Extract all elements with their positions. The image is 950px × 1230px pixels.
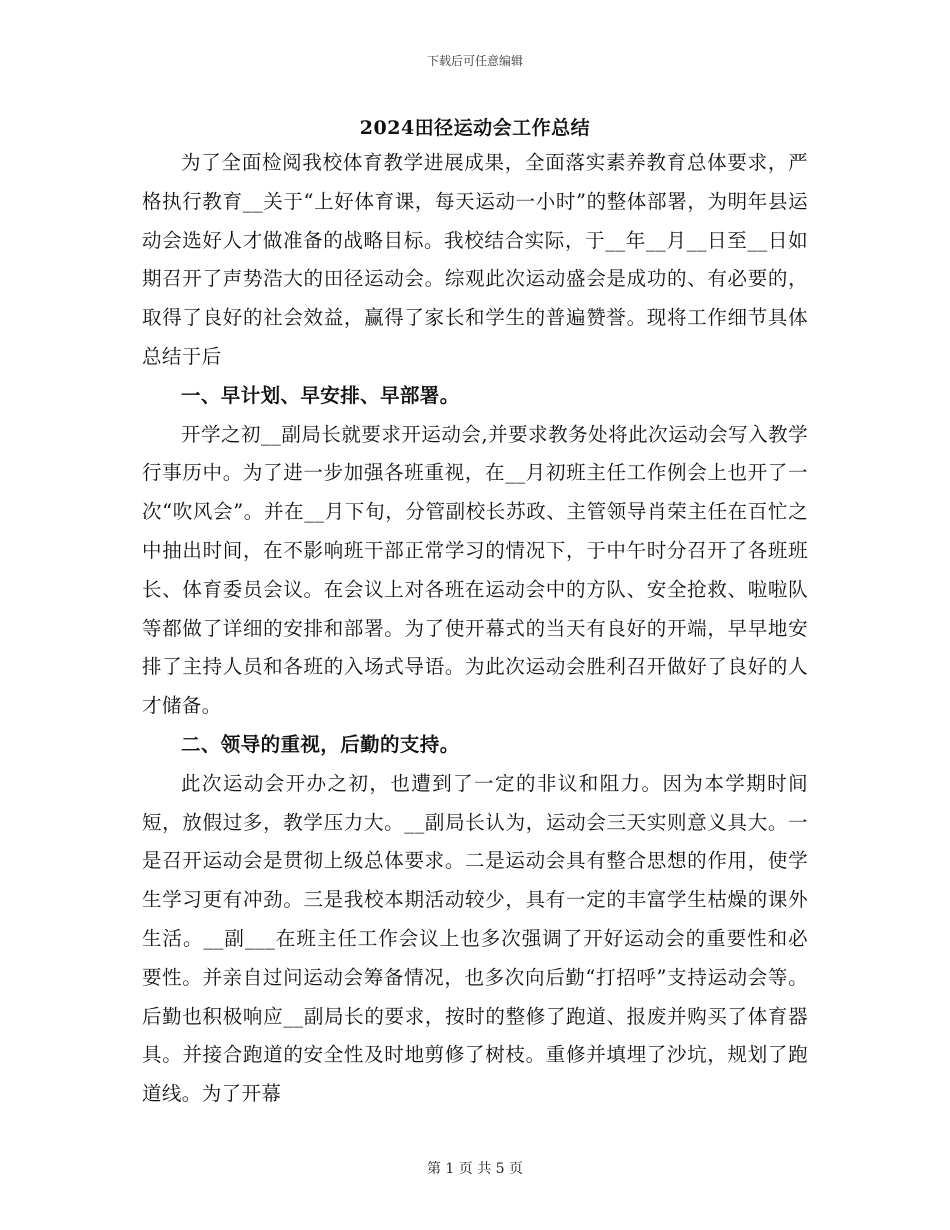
section-2-paragraph: 此次运动会开办之初，也遭到了一定的非议和阻力。因为本学期时间短，放假过多，教学压力大。__副局长认为，运动会三天实则意义具大。一是召开运动会是贯彻上级总体要求。二是运动会具有整合思想的作用，使学生学习更有冲劲。三是我校本期活动较少，具有一定的丰富学生枯燥的课外生活。__副___在班主任工作会议上也多次强调了开好运动会的重要性和必要性。并亲自过问运动会筹备情况，也多次向后勤“打招呼”支持运动会等。后勤也积极响应__副局长的要求，按时的整修了跑道、报废并购买了体育器具。并接合跑道的安全性及时地剪修了树枝。重修并填埋了沙坑，规划了跑道线。为了开幕: [142, 771, 808, 1106]
intro-paragraph: 为了全面检阅我校体育教学进展成果，全面落实素养教育总体要求，严格执行教育__关于“上好体育课，每天运动一小时”的整体部署，为明年县运动会选好人才做准备的战略目标。我校结合实际，于__年__月__日至__日如期召开了声势浩大的田径运动会。综观此次运动盛会是成功的、有必要的，取得了良好的社会效益，赢得了家长和学生的普遍赞誉。现将工作细节具体总结于后: [142, 151, 808, 368]
document-body: [142, 144, 808, 1114]
section-1-paragraph: 开学之初__副局长就要求开运动会,并要求教务处将此次运动会写入教学行事历中。为了进一步加强各班重视，在__月初班主任工作例会上也开了一次“吹风会”。并在__月下旬，分管副校长苏政、主管领导肖荣主任在百忙之中抽出时间，在不影响班干部正常学习的情况下，于中午时分召开了各班班长、体育委员会议。在会议上对各班在运动会中的方队、安全抢救、啦啦队等都做了详细的安排和部署。为了使开幕式的当天有良好的开端，早早地安排了主持人员和各班的入场式导语。为此次运动会胜利召开做好了良好的人才储备。: [142, 422, 808, 718]
header-note: 下载后可任意编辑: [426, 54, 523, 68]
document-title: 2024田径运动会工作总结: [359, 117, 591, 139]
section-heading-2: 二、领导的重视，后勤的支持。: [181, 732, 460, 756]
section-heading-1: 一、早计划、早安排、早部署。: [181, 383, 460, 407]
page-number-footer: 第 1 页 共 5 页: [426, 1161, 524, 1177]
